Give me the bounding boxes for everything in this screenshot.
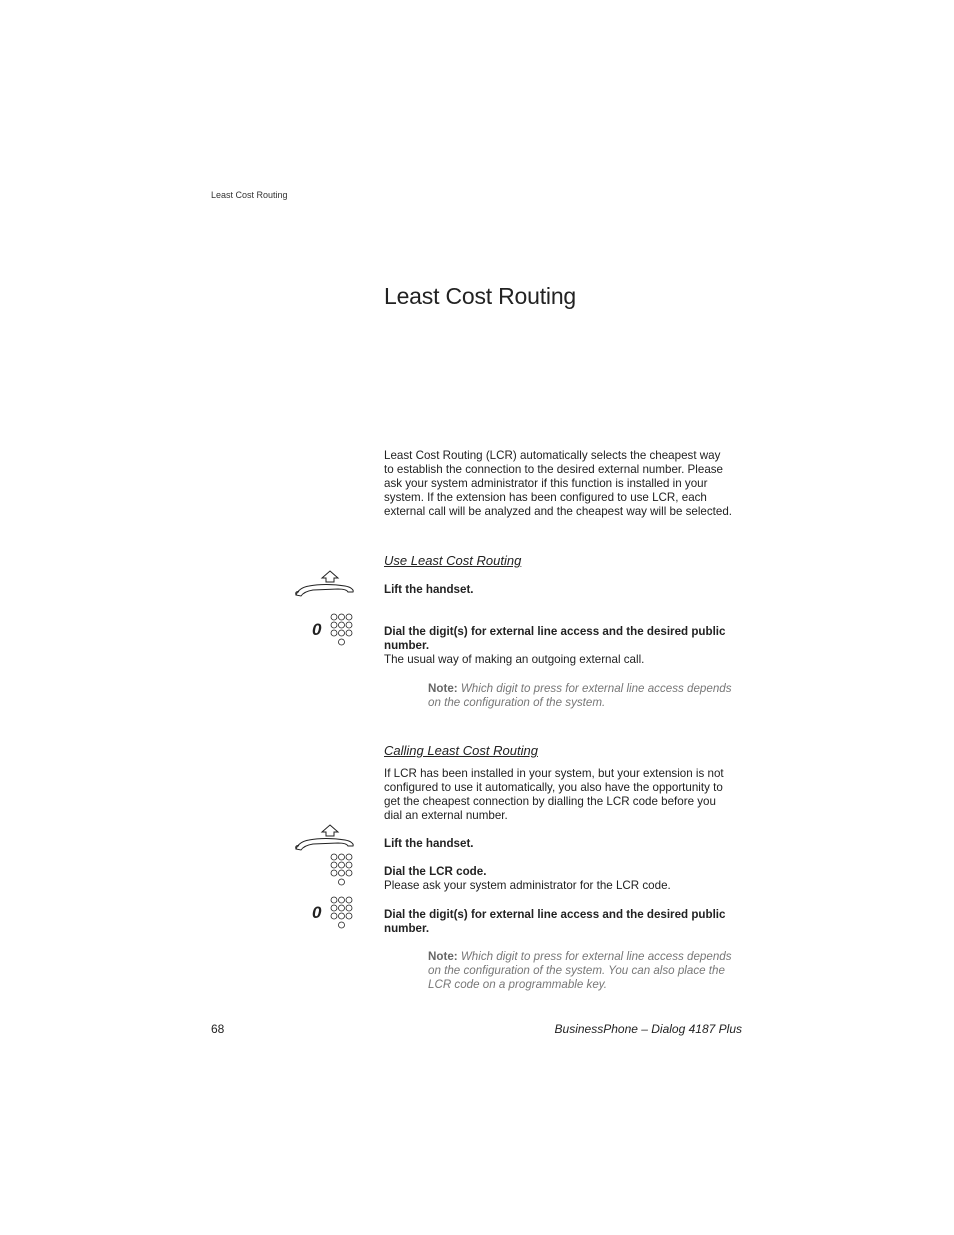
step-lift-handset: Lift the handset. [384,583,474,596]
running-header: Least Cost Routing [211,190,288,200]
keypad-icon [329,853,355,888]
step-lift-handset: Lift the handset. [384,837,474,850]
intro-paragraph: Least Cost Routing (LCR) automatically selects the cheapest way to establish the connection to the desired external number. Please ask your system administrator if this function is installed in your system. If the extension has been configured to use LCR, each external call will be analyzed and the cheapest way will be selected. [384,449,733,518]
note-lcr-code: Note: Which digit to press for external line access depends on the configuration of the system. You can also place the LCR code on a programmable key. [428,950,732,991]
section2-description: If LCR has been installed in your system, but your extension is not configured to use it automatically, you also have the opportunity to get the cheapest connection by dialling the LCR code before you dial an external number. [384,767,724,822]
page-title: Least Cost Routing [384,283,577,309]
handset-lift-icon [293,824,355,852]
keypad-icon [329,613,355,648]
section-heading-use-lcr: Use Least Cost Routing [384,553,522,568]
zero-key-label: 0 [312,903,322,922]
zero-key-label: 0 [312,620,322,639]
step-dial-digits: Dial the digit(s) for external line access and the desired public number. The usual way of making an outgoing external call. [384,625,726,666]
step-dial-digits: Dial the digit(s) for external line access and the desired public number. [384,908,726,935]
page-number: 68 [211,1022,225,1036]
section-heading-calling-lcr: Calling Least Cost Routing [384,743,538,758]
product-name: BusinessPhone – Dialog 4187 Plus [554,1022,742,1036]
keypad-icon [329,896,355,931]
handset-lift-icon [293,570,355,598]
step-dial-lcr-code: Dial the LCR code. Please ask your system administrator for the LCR code. [384,865,671,892]
note-external-access: Note: Which digit to press for external line access depends on the configuration of the system. [428,682,732,709]
